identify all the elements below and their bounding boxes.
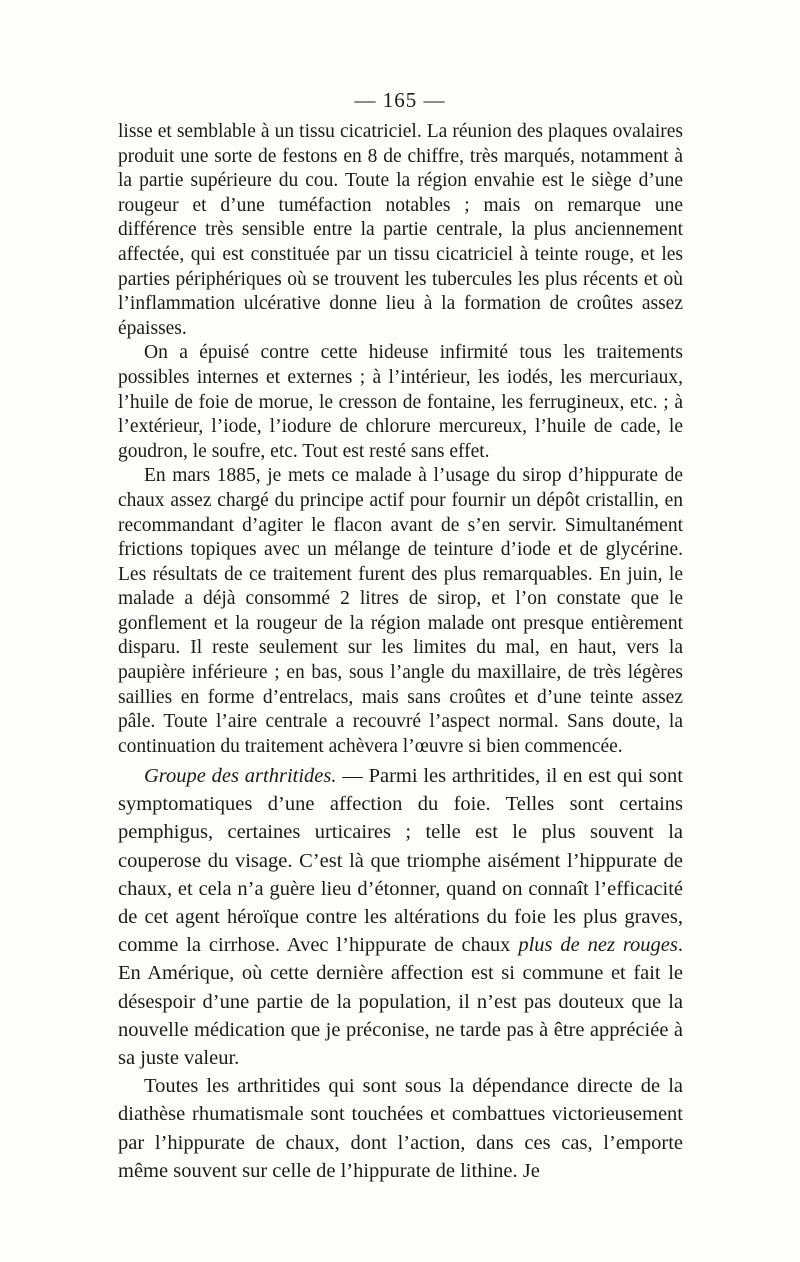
paragraph-4-end: . En Amérique, où cette dernière affection est si commune et fait le désespoir d’une partie de la population, il n’est pas douteux que la nouvelle médication que je préconise, ne tarde pas à être appréciée à sa juste valeur.	[118, 934, 683, 1070]
paragraph-2: On a épuisé contre cette hideuse infirmité tous les traitements possibles internes et externes ; à l’intérieur, les iodés, les mercuriaux, l’huile de foie de morue, le cresson de fontaine, les ferrugineux, etc. ; à l’extérieur, l’iode, l’iodure de chlorure mercureux, l’huile de cade, le goudron, le soufre, etc. Tout est resté sans effet.	[118, 342, 683, 462]
paragraph-4-italic-phrase: plus de nez rouges	[518, 934, 678, 957]
text-block-upper	[118, 120, 683, 759]
paragraph-1: lisse et semblable à un tissu cicatriciel. La réunion des plaques ovalaires produit une sorte de festons en 8 de chiffre, très marqués, notamment à la partie supérieure du cou. Toute la région envahie est le siège d’une rougeur et d’une tuméfaction notables ; mais on remarque une différence très sensible entre la partie centrale, la plus anciennement affectée, qui est constituée par un tissu cicatriciel à teinte rouge, et les parties périphériques où se trouvent les tubercules les plus récents et où l’inflammation ulcérative donne lieu à la formation de croûtes assez épaisses.	[118, 121, 683, 339]
paragraph-4	[118, 762, 683, 1072]
section-heading: Groupe des arthritides.	[144, 765, 337, 787]
text-block-lower	[118, 762, 683, 1185]
paragraph-5: Toutes les arthritides qui sont sous la dépendance directe de la diathèse rhumatismale sont touchées et combattues victorieusement par l’hippurate de chaux, dont l’action, dans ces cas, l’emporte même souvent sur celle de l’hippurate de lithine. Je	[118, 1075, 683, 1182]
page-number: — 165 —	[354, 88, 446, 112]
paragraph-4-body: — Parmi les arthritides, il en est qui sont symptomatiques d’une affection du foie. Telles sont certains pemphigus, certaines urticaires ; telle est le plus souvent la couperose du visage. C’est là que triomphe aisément l’hippurate de chaux, et cela n’a guère lieu d’étonner, quand on connaît l’efficacité de cet agent héroïque contre les altérations du foie les plus graves, comme la cirrhose. Avec l’hippurate de chaux	[118, 765, 684, 957]
paragraph-3: En mars 1885, je mets ce malade à l’usage du sirop d’hippurate de chaux assez chargé du principe actif pour fournir un dépôt cristallin, en recommandant d’agiter le flacon avant de s’en servir. Simultanément frictions topiques avec un mélange de teinture d’iode et de glycérine. Les résultats de ce traitement furent des plus remarquables. En juin, le malade a déjà consommé 2 litres de sirop, et l’on constate que le gonflement et la rougeur de la région malade ont presque entièrement disparu. Il reste seulement sur les limites du mal, en haut, vers la paupière inférieure ; en bas, sous l’angle du maxillaire, de très légères saillies en forme d’entrelacs, mais sans croûtes et d’une teinte assez pâle. Toute l’aire centrale a recouvré l’aspect normal. Sans doute, la continuation du traitement achèvera l’œuvre si bien commencée.	[118, 465, 683, 757]
